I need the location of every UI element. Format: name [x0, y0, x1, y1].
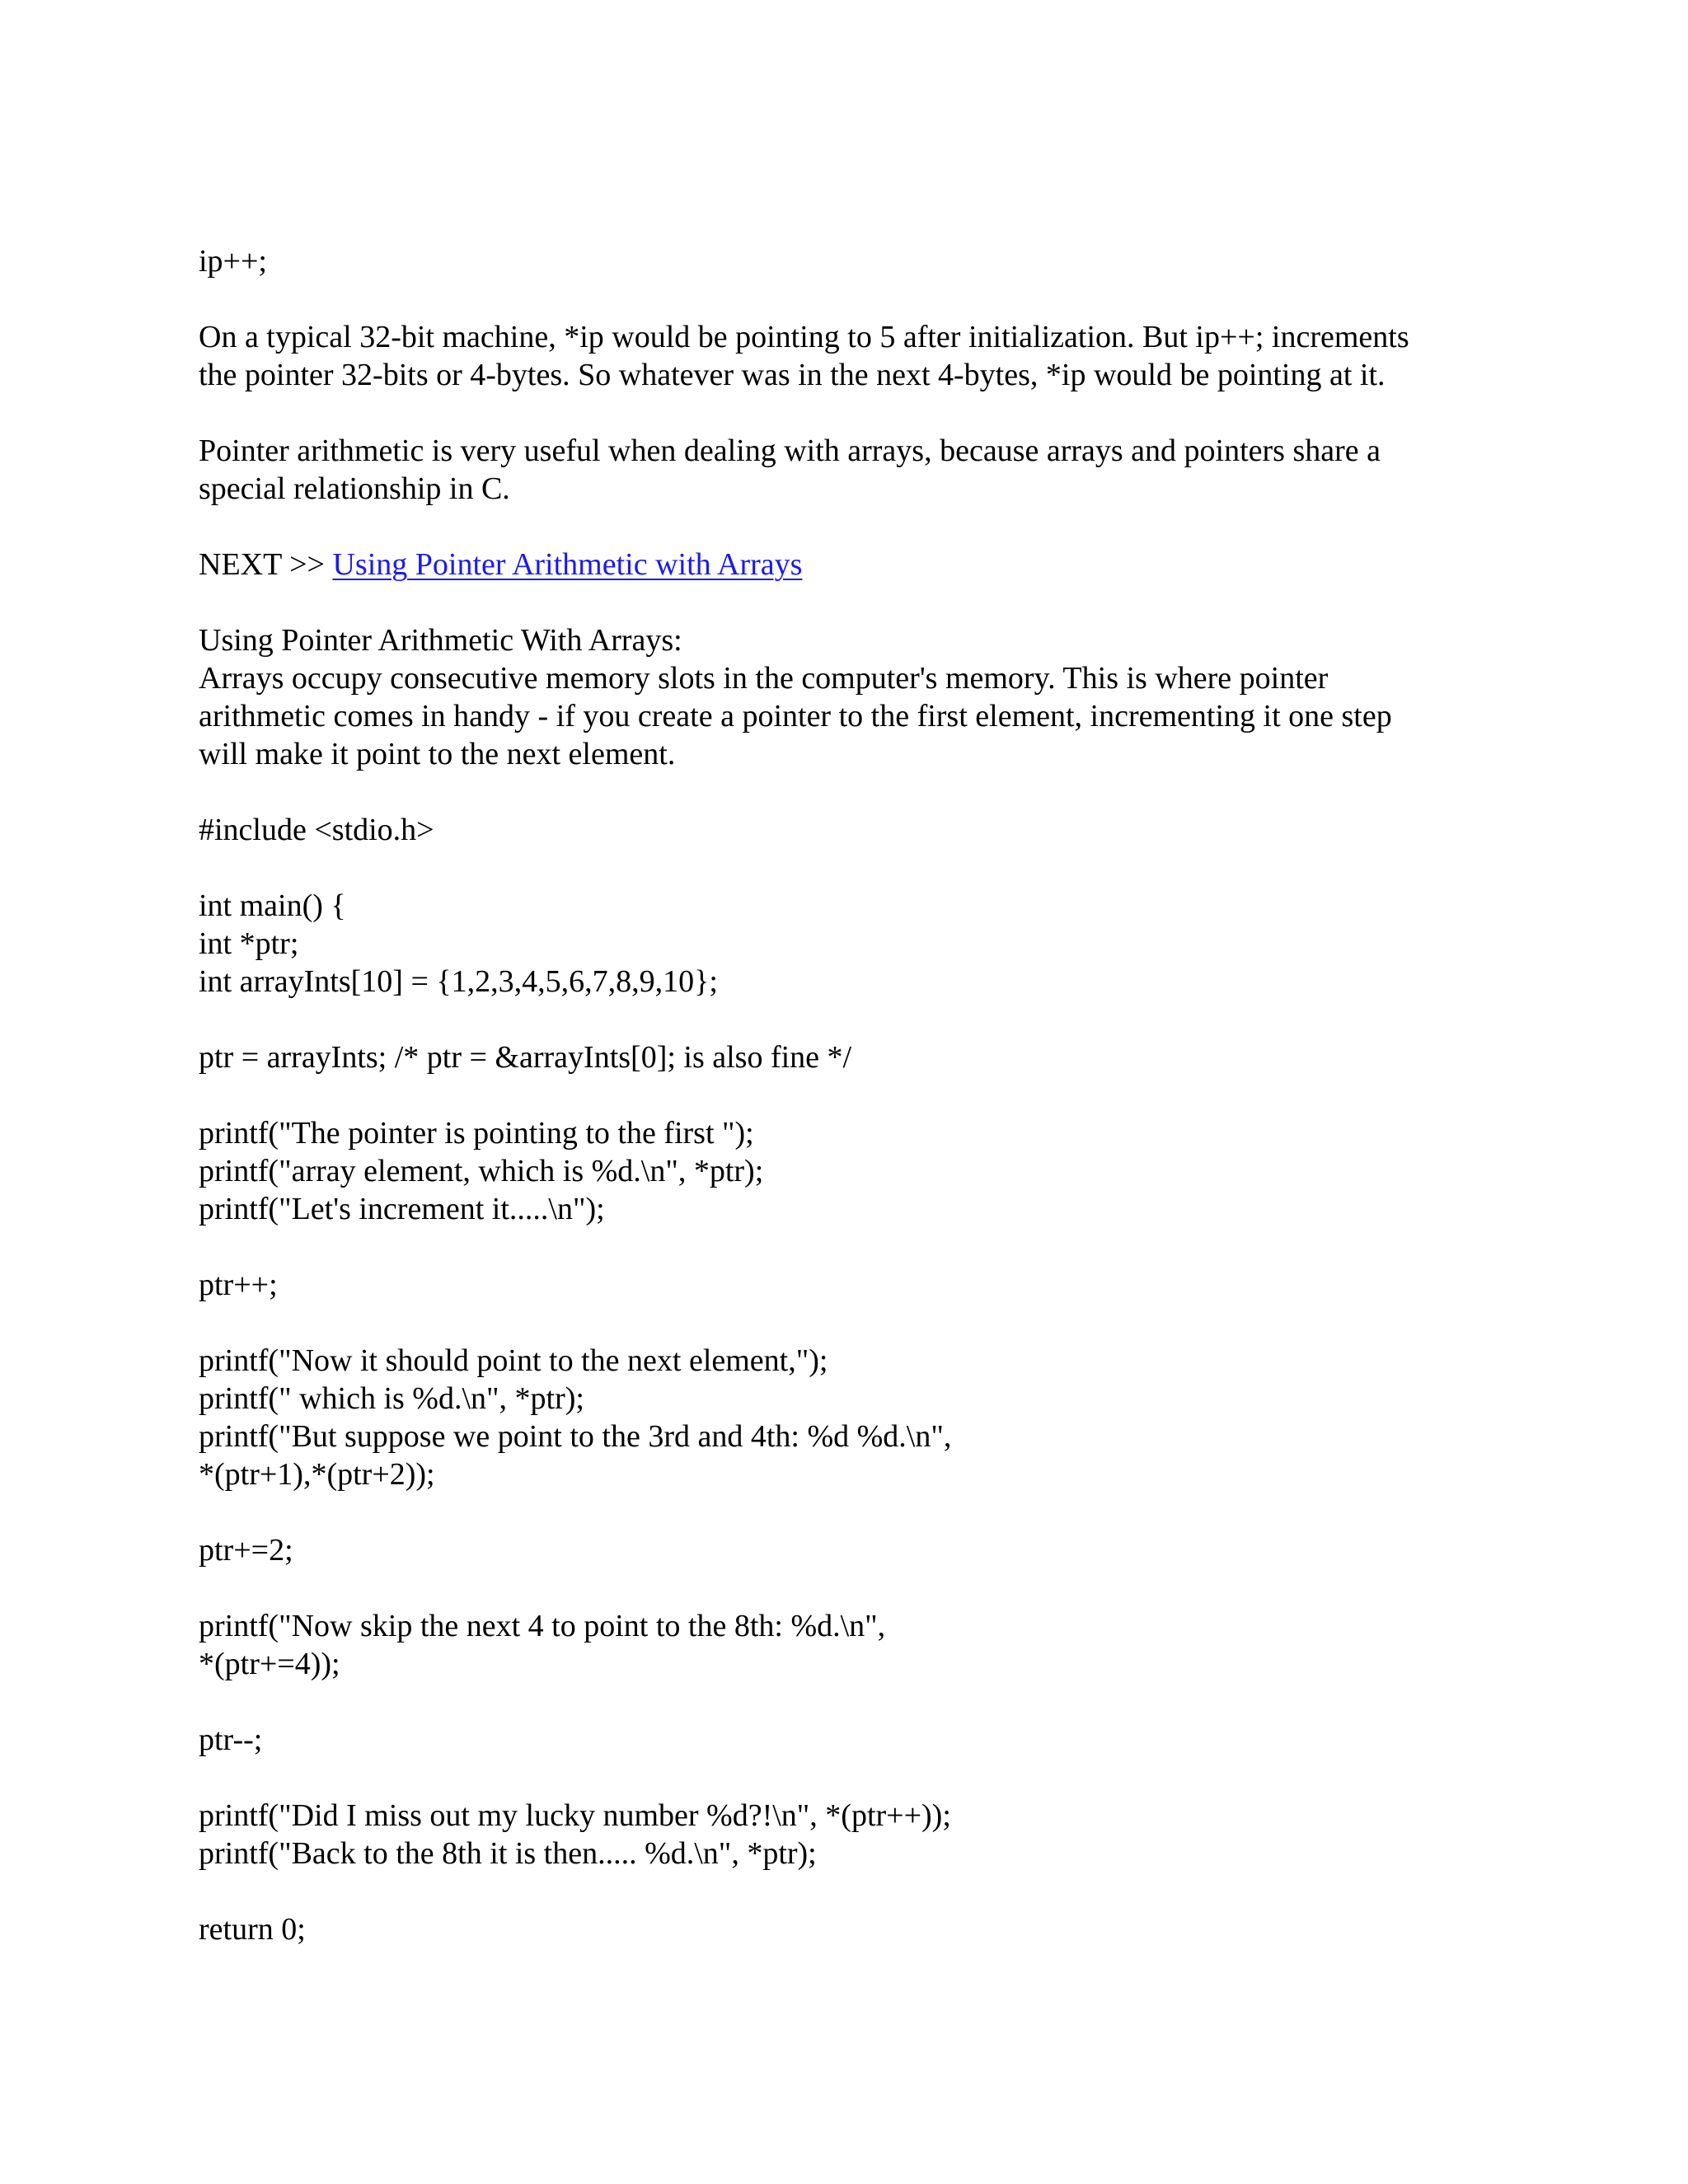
spacer [199, 1001, 1501, 1038]
code-line: return 0; [199, 1912, 306, 1947]
spacer [199, 849, 1501, 887]
code-line: printf("Let's increment it.....\n"); [199, 1192, 605, 1226]
spacer [199, 583, 1501, 621]
code-line: #include <stdio.h> [199, 813, 434, 847]
spacer [199, 1759, 1501, 1797]
code-line: ptr+=2; [199, 1533, 293, 1568]
code-line: ptr--; [199, 1722, 263, 1757]
section-heading: Using Pointer Arithmetic With Arrays: [199, 623, 682, 658]
next-link[interactable]: Using Pointer Arithmetic with Arrays [332, 547, 803, 582]
paragraph-line: Arrays occupy consecutive memory slots in the computer's memory. This is where pointer [199, 661, 1329, 696]
code-line: ptr++; [199, 1268, 278, 1302]
paragraph-line: On a typical 32-bit machine, *ip would be pointing to 5 after initialization. But ip++; increments [199, 320, 1409, 354]
paragraph-line: special relationship in C. [199, 471, 510, 506]
next-prefix: NEXT >> [199, 547, 333, 582]
spacer [199, 773, 1501, 811]
code-line: ptr = arrayInts; /* ptr = &arrayInts[0]; is also fine */ [199, 1040, 852, 1075]
code-line: *(ptr+=4)); [199, 1647, 340, 1681]
spacer [199, 1569, 1501, 1607]
code-line: int arrayInts[10] = {1,2,3,4,5,6,7,8,9,10}; [199, 964, 718, 999]
code-line: printf("But suppose we point to the 3rd and 4th: %d %d.\n", [199, 1419, 952, 1454]
spacer [199, 1304, 1501, 1342]
spacer [199, 1493, 1501, 1531]
code-line: printf(" which is %d.\n", *ptr); [199, 1381, 584, 1416]
paragraph-line: Pointer arithmetic is very useful when dealing with arrays, because arrays and pointers share a [199, 434, 1381, 468]
spacer [199, 1076, 1501, 1114]
code-line: int main() { [199, 888, 346, 923]
spacer [199, 1228, 1501, 1266]
spacer [199, 1872, 1501, 1910]
spacer [199, 280, 1501, 318]
code-line: printf("The pointer is pointing to the first "); [199, 1116, 754, 1151]
spacer [199, 394, 1501, 432]
code-line: *(ptr+1),*(ptr+2)); [199, 1457, 435, 1492]
code-line: printf("Did I miss out my lucky number %d?!\n", *(ptr++)); [199, 1798, 951, 1833]
paragraph-line: arithmetic comes in handy - if you create a pointer to the first element, incrementing it one step [199, 699, 1392, 733]
document-page [199, 242, 1501, 1948]
code-line: int *ptr; [199, 926, 299, 961]
code-line: printf("Now skip the next 4 to point to the 8th: %d.\n", [199, 1609, 886, 1643]
code-line: ip++; [199, 244, 267, 279]
code-line: printf("Now it should point to the next element,"); [199, 1343, 828, 1378]
code-line: printf("array element, which is %d.\n", *ptr); [199, 1154, 764, 1188]
paragraph-line: the pointer 32-bits or 4-bytes. So whatever was in the next 4-bytes, *ip would be pointing at it. [199, 358, 1386, 392]
next-line [199, 546, 1501, 583]
spacer [199, 1683, 1501, 1721]
code-line: printf("Back to the 8th it is then..... %d.\n", *ptr); [199, 1836, 817, 1871]
paragraph-line: will make it point to the next element. [199, 737, 676, 771]
spacer [199, 508, 1501, 546]
